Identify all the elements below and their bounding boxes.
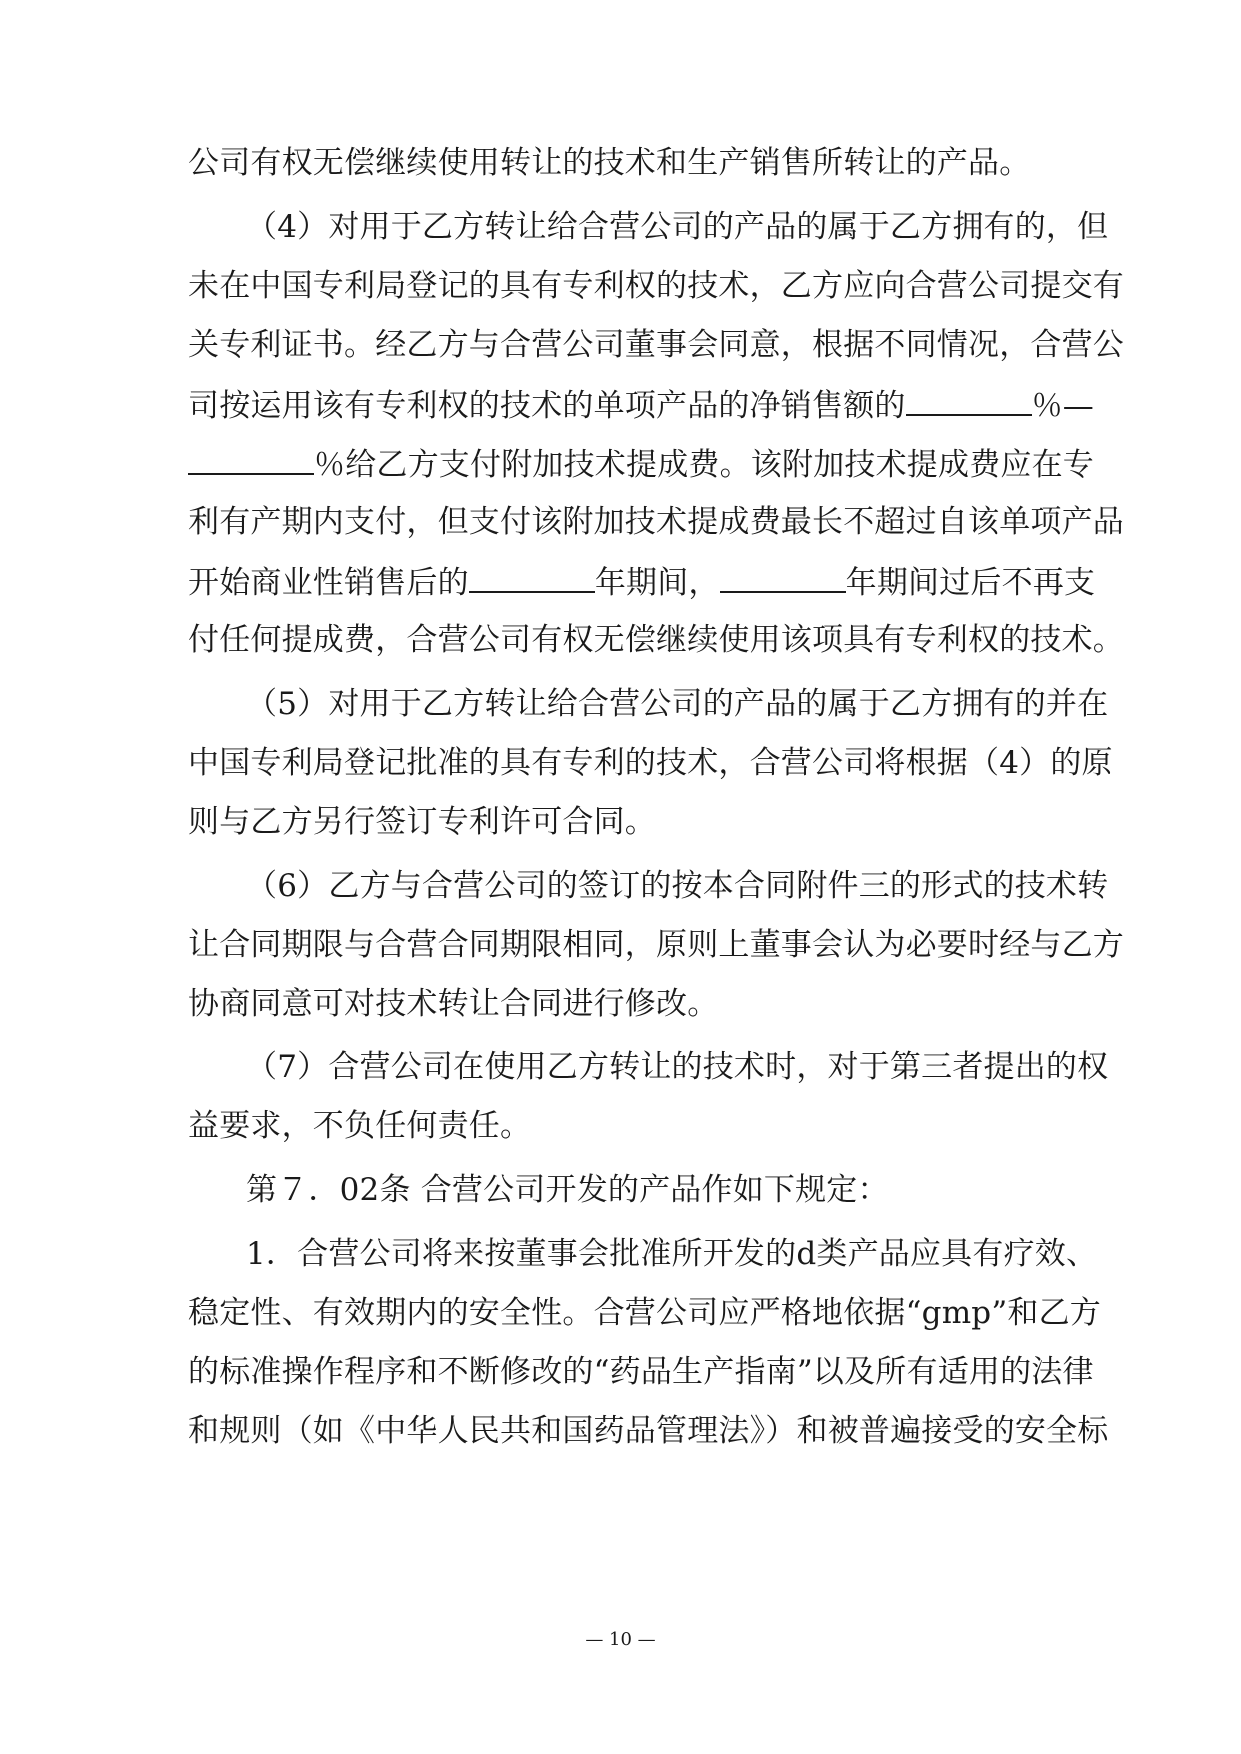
text-line: 的标准操作程序和不断修改的“药品生产指南”以及所有适用的法律	[188, 1354, 1094, 1390]
text-segment: 司按运用该有专利权的技术的单项产品的净销售额的	[188, 388, 906, 424]
fill-in-blank[interactable]	[188, 443, 314, 475]
text-line: 公司有权无偿继续使用转让的技术和生产销售所转让的产品。	[188, 145, 1031, 181]
text-segment: 开始商业性销售后的	[188, 565, 469, 601]
text-line: （6）乙方与合营公司的签订的按本合同附件三的形式的技术转	[246, 868, 1109, 904]
fill-in-blank[interactable]	[720, 561, 846, 593]
text-line: 则与乙方另行签订专利许可合同。	[188, 804, 656, 840]
page-number: — 10 —	[585, 1629, 656, 1650]
text-line: （4）对用于乙方转让给合营公司的产品的属于乙方拥有的，但	[246, 209, 1109, 245]
text-line: （5）对用于乙方转让给合营公司的产品的属于乙方拥有的并在	[246, 686, 1109, 722]
text-line: 利有产期内支付，但支付该附加技术提成费最长不超过自该单项产品	[188, 504, 1124, 540]
text-line-with-blank	[188, 443, 1094, 483]
text-line: 让合同期限与合营合同期限相同，原则上董事会认为必要时经与乙方	[188, 927, 1124, 963]
fill-in-blank[interactable]	[469, 561, 595, 593]
text-line: 稳定性、有效期内的安全性。合营公司应严格地依据“gmp”和乙方	[188, 1295, 1101, 1331]
text-segment: ％给乙方支付附加技术提成费。该附加技术提成费应在专	[314, 447, 1094, 483]
text-line: 益要求，不负任何责任。	[188, 1108, 532, 1144]
text-line: 付任何提成费，合营公司有权无偿继续使用该项具有专利权的技术。	[188, 622, 1124, 658]
fill-in-blank[interactable]	[906, 384, 1032, 416]
text-segment: 年期间过后不再支	[845, 565, 1096, 601]
text-line: 1．合营公司将来按董事会批准所开发的d类产品应具有疗效、	[246, 1236, 1098, 1272]
text-line-with-blank	[188, 561, 1096, 601]
text-line: （7）合营公司在使用乙方转让的技术时，对于第三者提出的权	[246, 1049, 1109, 1085]
text-line-with-blank	[188, 384, 1095, 424]
article-heading: 第７．02条 合营公司开发的产品作如下规定：	[246, 1172, 889, 1208]
text-line: 和规则（如《中华人民共和国药品管理法》）和被普遍接受的安全标	[188, 1413, 1109, 1449]
text-line: 中国专利局登记批准的具有专利的技术，合营公司将根据（4）的原	[188, 745, 1113, 781]
text-segment: 年期间，	[594, 565, 720, 601]
text-line: 协商同意可对技术转让合同进行修改。	[188, 986, 719, 1022]
text-line: 未在中国专利局登记的具有专利权的技术，乙方应向合营公司提交有	[188, 268, 1124, 304]
text-line: 关专利证书。经乙方与合营公司董事会同意，根据不同情况，合营公	[188, 327, 1124, 363]
text-segment: ％—	[1031, 388, 1095, 424]
